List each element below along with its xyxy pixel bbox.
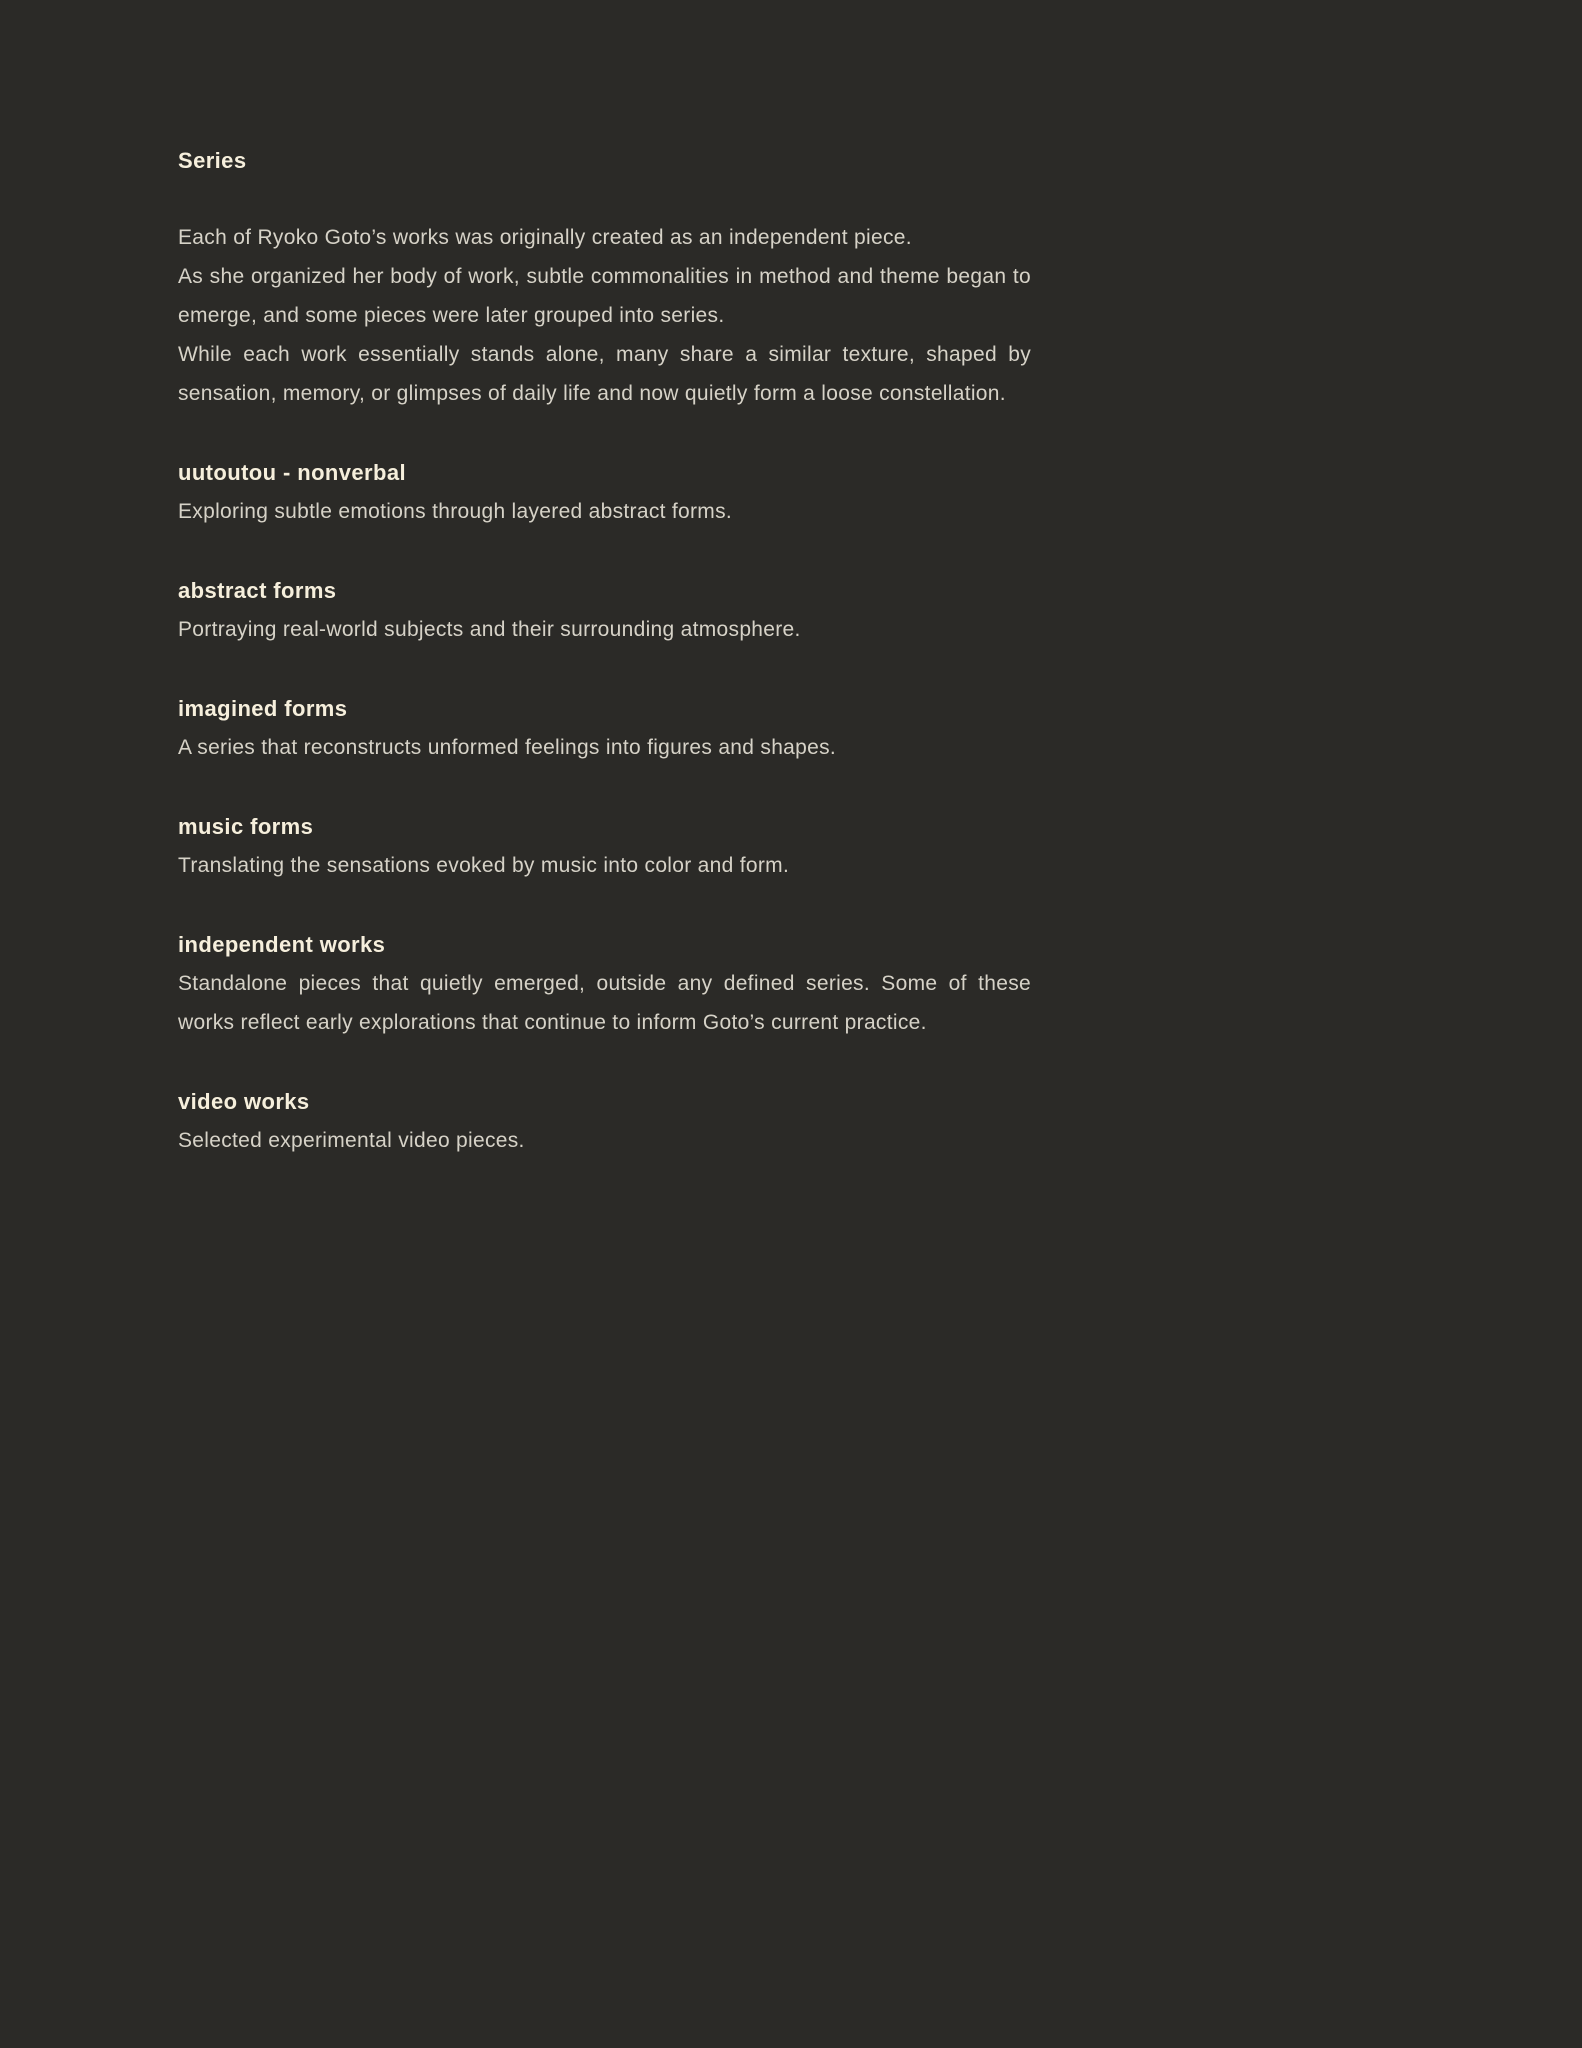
- section-title: music forms: [178, 814, 314, 839]
- section-description: Standalone pieces that quietly emerged, outside any defined series. Some of these works reflect early explorations that continue to inform Goto’s current practice.: [178, 972, 1031, 1034]
- section-title: abstract forms: [178, 578, 337, 603]
- intro-paragraph: [178, 218, 1031, 413]
- section-title: independent works: [178, 932, 386, 957]
- section-music-forms: [178, 807, 1031, 885]
- page-title: Series: [178, 148, 247, 173]
- section-description: Selected experimental video pieces.: [178, 1129, 525, 1152]
- page-content: [178, 148, 1031, 1160]
- section-title: video works: [178, 1089, 310, 1114]
- section-description: Exploring subtle emotions through layered abstract forms.: [178, 500, 733, 523]
- section-description: Translating the sensations evoked by music into color and form.: [178, 854, 790, 877]
- section-video-works: [178, 1082, 1031, 1160]
- section-uutoutou-nonverbal: [178, 453, 1031, 531]
- intro-line-2: As she organized her body of work, subtle commonalities in method and theme began to emerge, and some pieces were later grouped into series.: [178, 265, 1031, 327]
- section-abstract-forms: [178, 571, 1031, 649]
- section-title: imagined forms: [178, 696, 348, 721]
- intro-line-3: While each work essentially stands alone, many share a similar texture, shaped by sensation, memory, or glimpses of daily life and now quietly form a loose constellation.: [178, 343, 1031, 405]
- section-description: Portraying real-world subjects and their surrounding atmosphere.: [178, 618, 801, 641]
- intro-line-1: Each of Ryoko Goto’s works was originally created as an independent piece.: [178, 226, 912, 249]
- section-independent-works: [178, 925, 1031, 1042]
- section-imagined-forms: [178, 689, 1031, 767]
- section-description: A series that reconstructs unformed feelings into figures and shapes.: [178, 736, 837, 759]
- section-title: uutoutou - nonverbal: [178, 460, 406, 485]
